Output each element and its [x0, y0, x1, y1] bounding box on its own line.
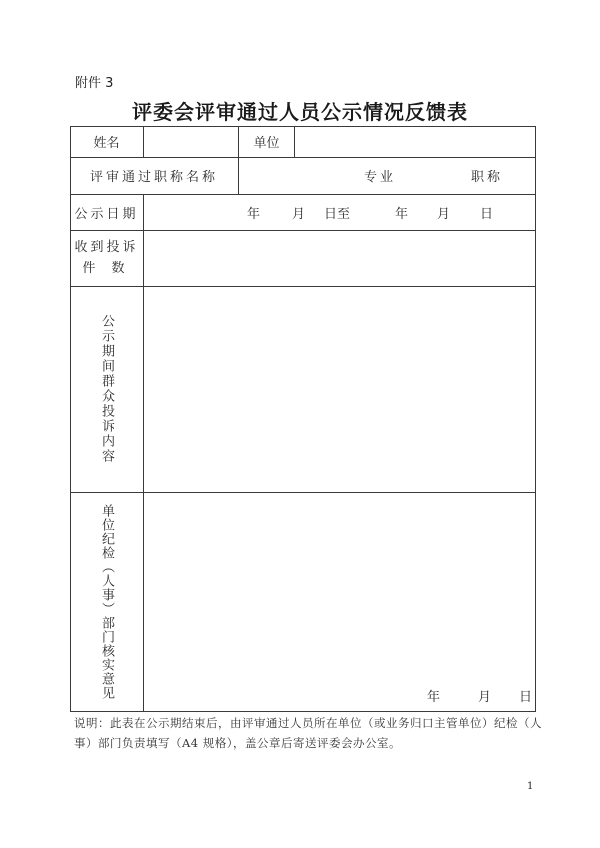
complaint-content-field[interactable] [144, 286, 535, 492]
name-label: 姓名 [93, 136, 120, 151]
publicity-date-label: 公示日期 [74, 206, 139, 222]
opinion-date-month: 月 [478, 690, 492, 705]
complaint-content-label: 公示期间群众投诉内容 [99, 314, 114, 464]
opinion-date-day: 日 [519, 690, 533, 705]
table-border-bottom [70, 711, 535, 712]
complaint-count-label-line1: 收到投诉 [74, 240, 139, 255]
verification-opinion-label-cell [70, 492, 143, 711]
date-day-to: 日至 [324, 206, 351, 222]
complaint-count-field[interactable] [144, 230, 535, 286]
approved-title-field[interactable] [239, 157, 535, 194]
complaint-count-label [70, 230, 143, 286]
page-number: 1 [527, 781, 534, 792]
professional-title-label: 职称 [471, 170, 504, 185]
opinion-date-year: 年 [427, 690, 441, 705]
unit-field[interactable] [295, 126, 535, 157]
date-year-start: 年 [247, 206, 261, 222]
name-field[interactable] [144, 126, 238, 157]
table-border-right [535, 126, 536, 712]
verification-opinion-label: 单位纪检（人事）部门核实意见 [99, 503, 114, 700]
specialty-label: 专业 [364, 170, 397, 185]
date-month-end: 月 [437, 206, 451, 222]
complaint-count-label-line2: 件 数 [82, 261, 131, 276]
verification-opinion-field[interactable] [144, 492, 535, 711]
complaint-content-label-cell [70, 286, 143, 492]
date-month-start: 月 [292, 206, 306, 222]
date-year-end: 年 [395, 206, 409, 222]
approved-title-label: 评审通过职称名称 [89, 170, 218, 185]
footnote: 说明：此表在公示期结束后，由评审通过人员所在单位（或业务归口主管单位）纪检（人事）部门负责填写（A4 规格），盖公章后寄送评委会办公室。 [74, 716, 542, 750]
publicity-date-field[interactable] [144, 194, 535, 230]
unit-label: 单位 [253, 136, 280, 151]
date-day-end: 日 [480, 206, 494, 222]
feedback-form-table [70, 126, 535, 711]
page-title: 评委会评审通过人员公示情况反馈表 [132, 100, 468, 124]
attachment-label: 附件 3 [75, 76, 114, 91]
